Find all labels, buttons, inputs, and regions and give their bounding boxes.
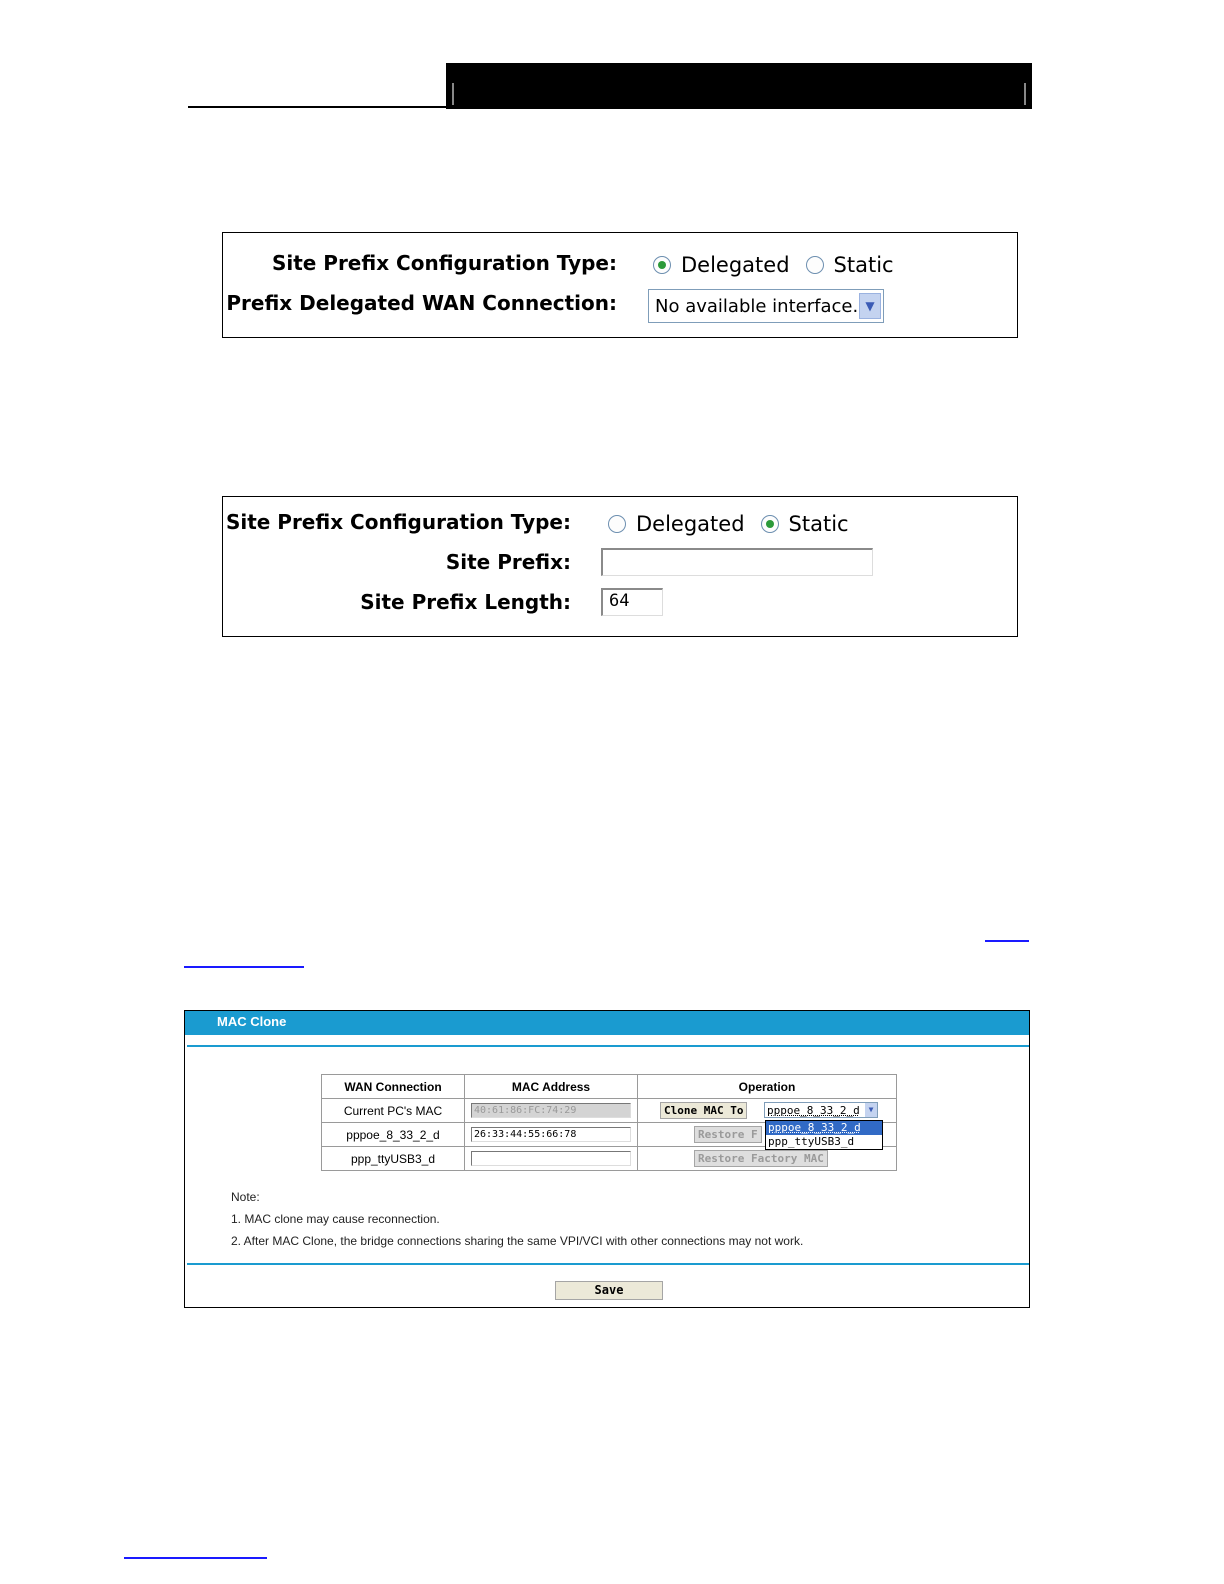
static-radio[interactable]	[761, 515, 779, 533]
footer-link-underline[interactable]	[124, 1557, 267, 1559]
pppoe-mac-field[interactable]: 26:33:44:55:66:78	[471, 1127, 631, 1142]
current-pc-mac-field: 40:61:86:FC:74:29	[471, 1103, 631, 1118]
site-prefix-type-group	[653, 253, 910, 277]
delegated-radio[interactable]	[608, 515, 626, 533]
note-title: Note:	[231, 1190, 260, 1204]
delegated-radio[interactable]	[653, 256, 671, 274]
site-prefix-type-group	[608, 512, 865, 536]
static-radio[interactable]	[806, 256, 824, 274]
divider	[187, 1045, 1029, 1047]
col-mac-address: MAC Address	[465, 1075, 638, 1099]
clone-target-dropdown	[765, 1120, 883, 1150]
clone-mac-to-button[interactable]: Clone MAC To	[660, 1102, 747, 1119]
site-prefix-type-label: Site Prefix Configuration Type:	[271, 251, 617, 275]
delegated-prefix-panel	[222, 232, 1018, 338]
wan-connection-cell: Current PC's MAC	[322, 1099, 465, 1123]
static-prefix-panel	[222, 496, 1018, 637]
header-rule	[188, 106, 448, 108]
mac-clone-panel	[184, 1010, 1030, 1308]
chevron-down-icon[interactable]: ▼	[865, 1103, 877, 1117]
static-radio-label: Static	[833, 253, 894, 277]
wan-select-value: No available interface.	[655, 295, 859, 317]
delegated-radio-label: Delegated	[636, 512, 745, 536]
header-bar	[446, 63, 1032, 109]
site-prefix-length-input[interactable]: 64	[601, 588, 663, 616]
note-item: 1. MAC clone may cause reconnection.	[231, 1212, 440, 1226]
col-wan-connection: WAN Connection	[322, 1075, 465, 1099]
link-underline[interactable]	[985, 940, 1029, 942]
dropdown-option[interactable]: ppp_ttyUSB3_d	[768, 1135, 855, 1148]
site-prefix-length-label: Site Prefix Length:	[360, 590, 571, 614]
prefix-delegated-wan-select[interactable]	[648, 289, 884, 323]
table-header-row	[322, 1075, 897, 1099]
restore-factory-mac-button[interactable]: Restore Factory MAC	[694, 1150, 828, 1167]
clone-target-value: pppoe_8_33_2_d	[767, 1103, 860, 1117]
wan-connection-cell: pppoe_8_33_2_d	[322, 1123, 465, 1147]
site-prefix-input[interactable]	[601, 548, 873, 576]
save-button[interactable]: Save	[555, 1281, 663, 1300]
site-prefix-type-label: Site Prefix Configuration Type:	[225, 510, 571, 534]
table-row	[322, 1147, 897, 1171]
wan-connection-cell: ppp_ttyUSB3_d	[322, 1147, 465, 1171]
ppp-usb-mac-field[interactable]	[471, 1151, 631, 1166]
mac-clone-title: MAC Clone	[217, 1014, 287, 1029]
prefix-delegated-wan-label: Prefix Delegated WAN Connection:	[226, 291, 617, 315]
restore-factory-mac-button[interactable]: Restore F	[694, 1126, 762, 1143]
delegated-radio-label: Delegated	[681, 253, 790, 277]
static-radio-label: Static	[788, 512, 849, 536]
col-operation: Operation	[638, 1075, 897, 1099]
chevron-down-icon[interactable]: ▼	[859, 293, 881, 319]
mac-clone-title-bar	[185, 1011, 1029, 1035]
site-prefix-label: Site Prefix:	[445, 550, 571, 574]
clone-target-select[interactable]	[764, 1102, 878, 1118]
dropdown-option[interactable]: pppoe_8_33_2_d	[766, 1121, 882, 1135]
divider	[187, 1263, 1029, 1265]
note-item: 2. After MAC Clone, the bridge connections sharing the same VPI/VCI with other connections may not work.	[231, 1234, 804, 1248]
link-underline[interactable]	[184, 966, 304, 968]
